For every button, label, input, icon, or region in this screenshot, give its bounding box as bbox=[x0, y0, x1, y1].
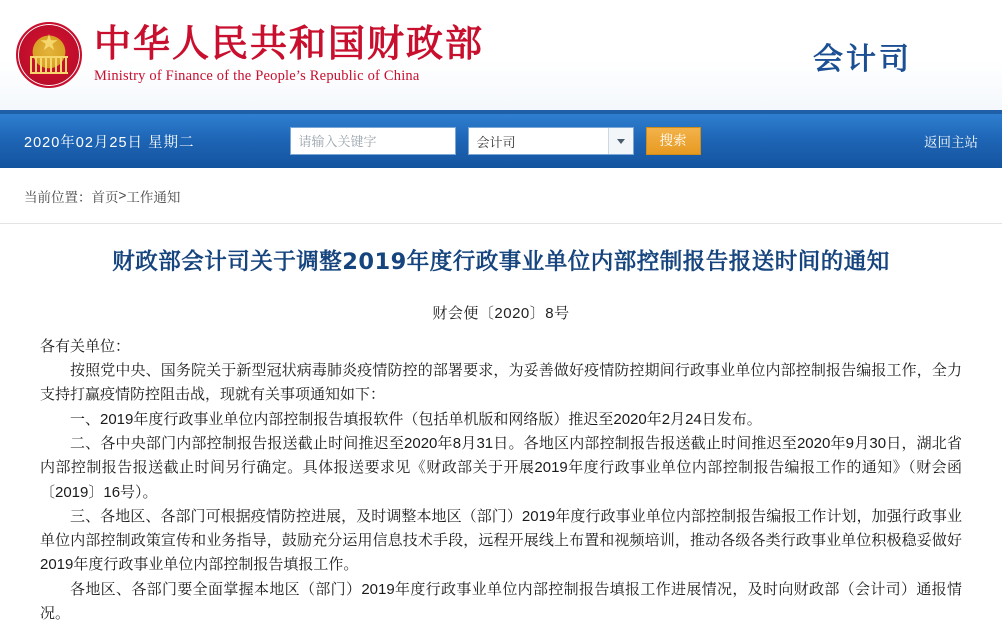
chevron-down-icon[interactable] bbox=[608, 128, 633, 154]
breadcrumb bbox=[0, 168, 1002, 224]
page-title: 财政部会计司关于调整2019年度行政事业单位内部控制报告报送时间的通知 bbox=[112, 249, 890, 275]
paragraph-item-2: 二、各中央部门内部控制报告报送截止时间推迟至2020年8月31日。各地区内部控制报告报送截止时间推迟至2020年9月30日，湖北省内部控制报告报送截止时间另行确定。具体报送要求见《财政部关于开展2019年度行政事业单位内部控制报告编报工作的通知》（财会函〔2019〕16号）。 bbox=[40, 434, 962, 501]
article-container bbox=[0, 224, 1002, 626]
search-category-value: 会计司 bbox=[476, 134, 516, 150]
paragraph-salutation: 各有关单位： bbox=[40, 337, 131, 355]
search-category-select[interactable] bbox=[468, 127, 634, 155]
back-to-main-site-link[interactable]: 返回主站 bbox=[924, 135, 978, 150]
search-area bbox=[290, 127, 701, 155]
breadcrumb-separator: > bbox=[118, 188, 127, 203]
search-button[interactable]: 搜索 bbox=[646, 127, 701, 155]
paragraph-intro: 按照党中央、国务院关于新型冠状病毒肺炎疫情防控的部署要求，为妥善做好疫情防控期间行政事业单位内部控制报告编报工作，全力支持打赢疫情防控阻击战，现就有关事项通知如下： bbox=[40, 362, 962, 404]
paragraph-item-3: 三、各地区、各部门可根据疫情防控进展，及时调整本地区（部门）2019年度行政事业单位内部控制报告编报工作计划，加强行政事业单位内部控制政策宣传和业务指导，鼓励充分运用信息技术手段，远程开展线上布置和视频培训，推动各级各类行政事业单位积极稳妥做好2019年度行政事业单位内部控制报告填报工作。 bbox=[40, 507, 962, 574]
nav-search-bar bbox=[0, 114, 1002, 168]
breadcrumb-label: 当前位置： bbox=[24, 189, 92, 205]
paragraph-closing: 各地区、各部门要全面掌握本地区（部门）2019年度行政事业单位内部控制报告填报工作进展情况，及时向财政部（会计司）通报情况。 bbox=[40, 580, 962, 623]
paragraph-item-1: 一、2019年度行政事业单位内部控制报告填报软件（包括单机版和网络版）推迟至2020年2月24日发布。 bbox=[70, 410, 762, 428]
department-title: 会计司 bbox=[813, 42, 912, 77]
breadcrumb-current[interactable]: 工作通知 bbox=[126, 189, 181, 205]
national-emblem-icon bbox=[16, 22, 82, 88]
current-date: 2020年02月25日 星期二 bbox=[24, 134, 195, 151]
site-header bbox=[0, 0, 1002, 114]
site-title-block bbox=[94, 21, 484, 86]
breadcrumb-home-link[interactable]: 首页 bbox=[91, 189, 119, 205]
site-title-en: Ministry of Finance of the People’s Republic of China bbox=[94, 68, 420, 85]
search-input[interactable] bbox=[290, 127, 456, 155]
article-body bbox=[40, 335, 962, 626]
site-title-cn: 中华人民共和国财政部 bbox=[94, 21, 484, 65]
document-number: 财会便〔2020〕8号 bbox=[432, 304, 570, 322]
